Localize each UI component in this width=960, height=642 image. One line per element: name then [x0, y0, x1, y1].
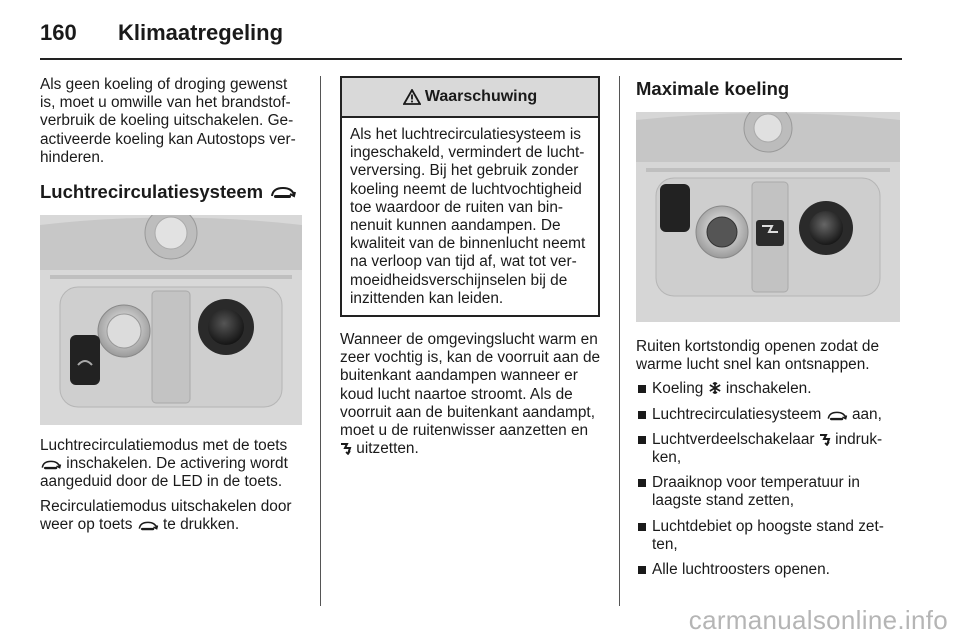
- item-text: Luchtdebiet op hoogste stand zet-ten,: [652, 517, 884, 553]
- column-divider: [619, 76, 620, 606]
- column-divider: [320, 76, 321, 606]
- section-heading: [40, 181, 302, 203]
- item-text: indruk-ken,: [652, 430, 883, 467]
- paragraph-text: Luchtrecirculatiemodus met de toets: [40, 437, 288, 455]
- list-item: [636, 561, 904, 579]
- list-item: [636, 474, 904, 510]
- recirculation-icon: [137, 520, 159, 531]
- recirculation-icon: [826, 410, 848, 421]
- page-header: [40, 14, 920, 54]
- recirculation-icon: [269, 185, 297, 199]
- list-item: [636, 518, 904, 554]
- list-item: [636, 380, 904, 398]
- paragraph-text: inschakelen. De activering wordt aangeduid door de LED in de toets.: [40, 455, 288, 491]
- bullet-list: [636, 380, 904, 579]
- snowflake-icon: [708, 381, 722, 395]
- page-number: 160: [40, 20, 77, 45]
- warning-title: Waarschuwing: [424, 87, 538, 105]
- paragraph-text: uitzetten.: [356, 440, 419, 458]
- intro-paragraph: Als geen koeling of droging gewenst is, moet u omwille van het brandstof-verbruik de koeling uitschakelen. Ge-activeerde koeling kan Autostops ver-hinderen.: [40, 76, 296, 166]
- paragraph-text: Wanneer de omgevingslucht warm en zeer vochtig is, kan de voorruit aan de buitenkant aandampen wanneer er koud lucht naartoe stroomt. Als de voorruit aan de buitenkant aandampt, moet u de ruitenwisser aanzetten en: [340, 331, 601, 440]
- control-panel-photo: [636, 112, 900, 322]
- warning-text: Als het luchtrecirculatiesysteem is ingeschakeld, vermindert de lucht-verversing. Bij het gebruik zonder koeling neemt de luchtvochtigheid toe waardoor de ruiten van bin-nenuit kunnen aandampen. De kwaliteit van de binnenlucht neemt na verloop van tijd af, wat tot ver-moeidheidsverschijnselen bij de inzittenden kan leiden.: [350, 126, 586, 307]
- warning-box: [340, 76, 600, 317]
- chapter-title: Klimaatregeling: [118, 20, 284, 45]
- header-rule: [40, 58, 902, 60]
- list-item: [636, 431, 904, 467]
- item-text: Luchtrecirculatiesysteem: [652, 405, 822, 423]
- item-text: Draaiknop voor temperatuur in laagste stand zetten,: [652, 474, 860, 510]
- warning-header: [342, 78, 598, 118]
- paragraph-text: te drukken.: [162, 515, 240, 533]
- warning-triangle-icon: [403, 89, 421, 105]
- item-text: aan,: [851, 405, 882, 423]
- item-text: Luchtverdeelschakelaar: [652, 430, 815, 448]
- intro-paragraph: Ruiten kortstondig openen zodat de warme lucht snel kan ontsnappen.: [636, 338, 880, 374]
- recirculation-icon: [40, 459, 62, 470]
- item-text: inschakelen.: [725, 380, 812, 398]
- item-text: Koeling: [652, 380, 704, 398]
- list-item: [636, 406, 904, 424]
- column-left: [40, 76, 302, 540]
- control-panel-photo: [40, 215, 302, 425]
- column-middle: [340, 76, 602, 464]
- paragraph-text: Recirculatiemodus uitschakelen door weer op toets: [40, 497, 292, 533]
- air-distribution-icon: [340, 442, 352, 455]
- paragraph: [40, 498, 302, 534]
- watermark: carmanualsonline.info: [688, 605, 948, 635]
- section-title: Luchtrecirculatiesysteem: [40, 181, 264, 203]
- air-distribution-icon: [819, 433, 831, 446]
- paragraph: [40, 437, 302, 492]
- section-title: Maximale koeling: [636, 78, 790, 99]
- item-text: Alle luchtroosters openen.: [652, 561, 830, 579]
- paragraph: [340, 331, 602, 458]
- column-right: [636, 76, 904, 586]
